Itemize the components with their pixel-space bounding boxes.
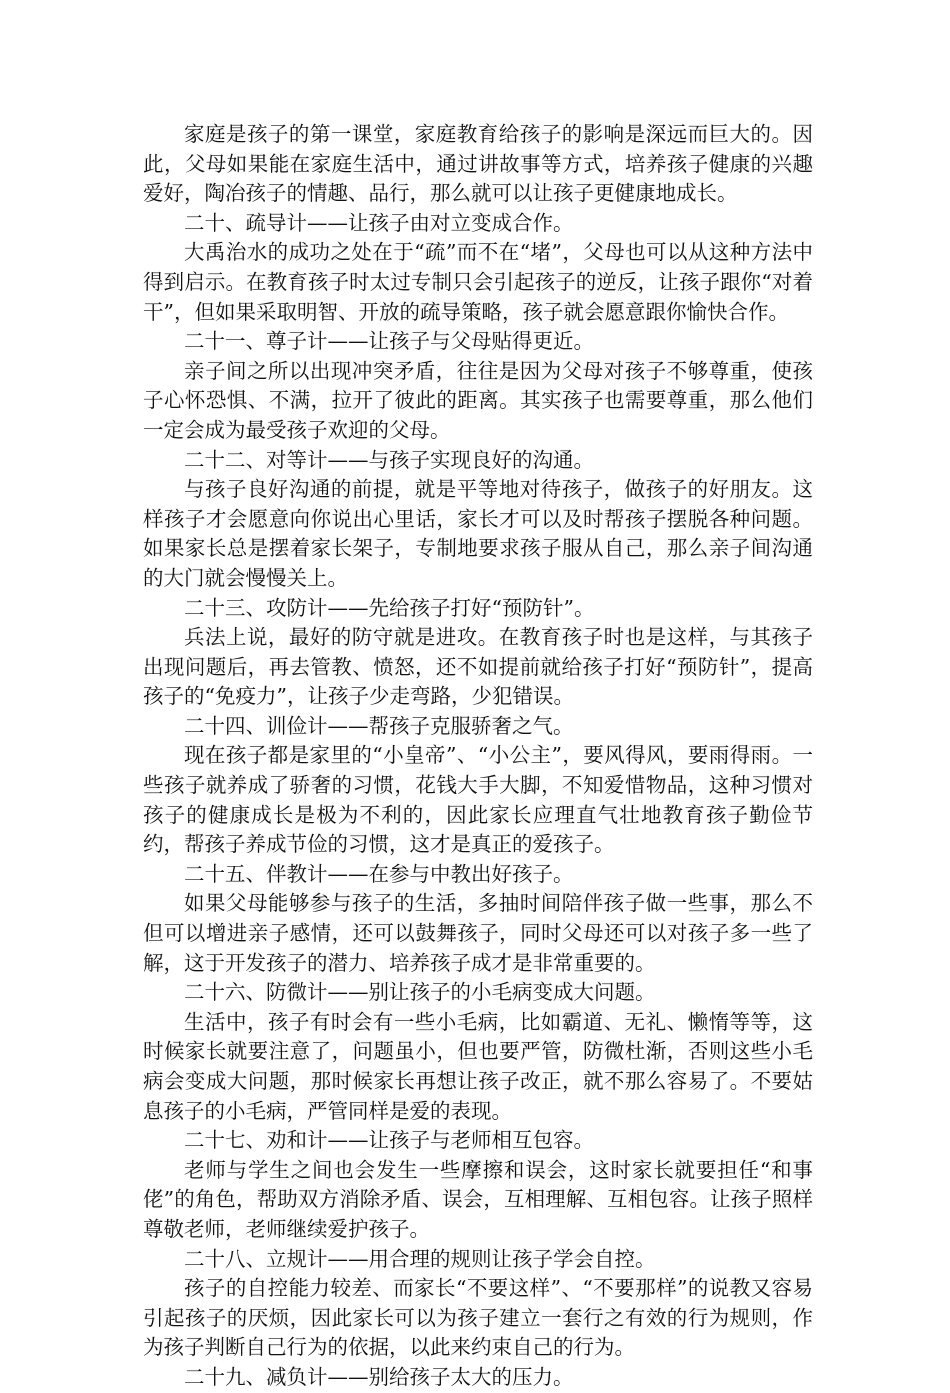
paragraph-24: 现在孩子都是家里的“小皇帝”、“小公主”，要风得风，要雨得雨。一些孩子就养成了骄奢的习惯，花钱大手大脚，不知爱惜物品，这种习惯对孩子的健康成长是极为不利的，因此家长应理直气壮地教育孩子勤俭节约，帮孩子养成节俭的习惯，这才是真正的爱孩子。 — [143, 743, 813, 857]
paragraph-28: 孩子的自控能力较差、而家长“不要这样”、“不要那样”的说教又容易引起孩子的厌烦，因此家长可以为孩子建立一套行之有效的行为规则，作为孩子判断自己行为的依据，以此来约束自己的行为。 — [143, 1276, 813, 1360]
section-heading-27: 二十七、劝和计——让孩子与老师相互包容。 — [184, 1128, 594, 1153]
paragraph-27: 老师与学生之间也会发生一些摩擦和误会，这时家长就要担任“和事佬”的角色，帮助双方消除矛盾、误会，互相理解、互相包容。让孩子照样尊敬老师，老师继续爱护孩子。 — [143, 1157, 813, 1241]
section-heading-21: 二十一、尊子计——让孩子与父母贴得更近。 — [184, 329, 594, 354]
section-heading-22: 二十二、对等计——与孩子实现良好的沟通。 — [184, 447, 594, 472]
section-heading-20: 二十、疏导计——让孩子由对立变成合作。 — [184, 210, 574, 235]
section-heading-23: 二十三、攻防计——先给孩子打好“预防针”。 — [184, 595, 595, 620]
paragraph-22: 与孩子良好沟通的前提，就是平等地对待孩子，做孩子的好朋友。这样孩子才会愿意向你说出心里话，家长才可以及时帮孩子摆脱各种问题。如果家长总是摆着家长架子，专制地要求孩子服从自己，那么亲子间沟通的大门就会慢慢关上。 — [143, 477, 813, 590]
paragraph-20: 大禹治水的成功之处在于“疏”而不在“堵”，父母也可以从这种方法中得到启示。在教育孩子时太过专制只会引起孩子的逆反，让孩子跟你“对着干”，但如果采取明智、开放的疏导策略，孩子就会愿意跟你愉快合作。 — [143, 240, 813, 324]
section-heading-25: 二十五、伴教计——在参与中教出好孩子。 — [184, 861, 574, 886]
paragraph-25: 如果父母能够参与孩子的生活，多抽时间陪伴孩子做一些事，那么不但可以增进亲子感情，还可以鼓舞孩子，同时父母还可以对孩子多一些了解，这于开发孩子的潜力、培养孩子成才是非常重要的。 — [143, 891, 813, 975]
paragraph-23: 兵法上说，最好的防守就是进攻。在教育孩子时也是这样，与其孩子出现问题后，再去管教、愤怒，还不如提前就给孩子打好“预防针”，提高孩子的“免疫力”，让孩子少走弯路，少犯错误。 — [143, 625, 813, 709]
section-heading-29: 二十九、减负计——别给孩子太大的压力。 — [184, 1364, 574, 1389]
section-heading-28: 二十八、立规计——用合理的规则让孩子学会自控。 — [184, 1246, 656, 1271]
document-page — [143, 120, 813, 1393]
section-heading-26: 二十六、防微计——别让孩子的小毛病变成大问题。 — [184, 980, 656, 1005]
section-heading-24: 二十四、训俭计——帮孩子克服骄奢之气。 — [184, 713, 574, 738]
paragraph-intro: 家庭是孩子的第一课堂，家庭教育给孩子的影响是深远而巨大的。因此，父母如果能在家庭生活中，通过讲故事等方式，培养孩子健康的兴趣爱好，陶冶孩子的情趣、品行，那么就可以让孩子更健康地成长。 — [143, 122, 813, 206]
paragraph-26: 生活中，孩子有时会有一些小毛病，比如霸道、无礼、懒惰等等，这时候家长就要注意了，问题虽小，但也要严管，防微杜渐，否则这些小毛病会变成大问题，那时候家长再想让孩子改正，就不那么容易了。不要姑息孩子的小毛病，严管同样是爱的表现。 — [143, 1009, 813, 1123]
paragraph-21: 亲子间之所以出现冲突矛盾，往往是因为父母对孩子不够尊重，使孩子心怀恐惧、不满，拉开了彼此的距离。其实孩子也需要尊重，那么他们一定会成为最受孩子欢迎的父母。 — [143, 358, 813, 442]
